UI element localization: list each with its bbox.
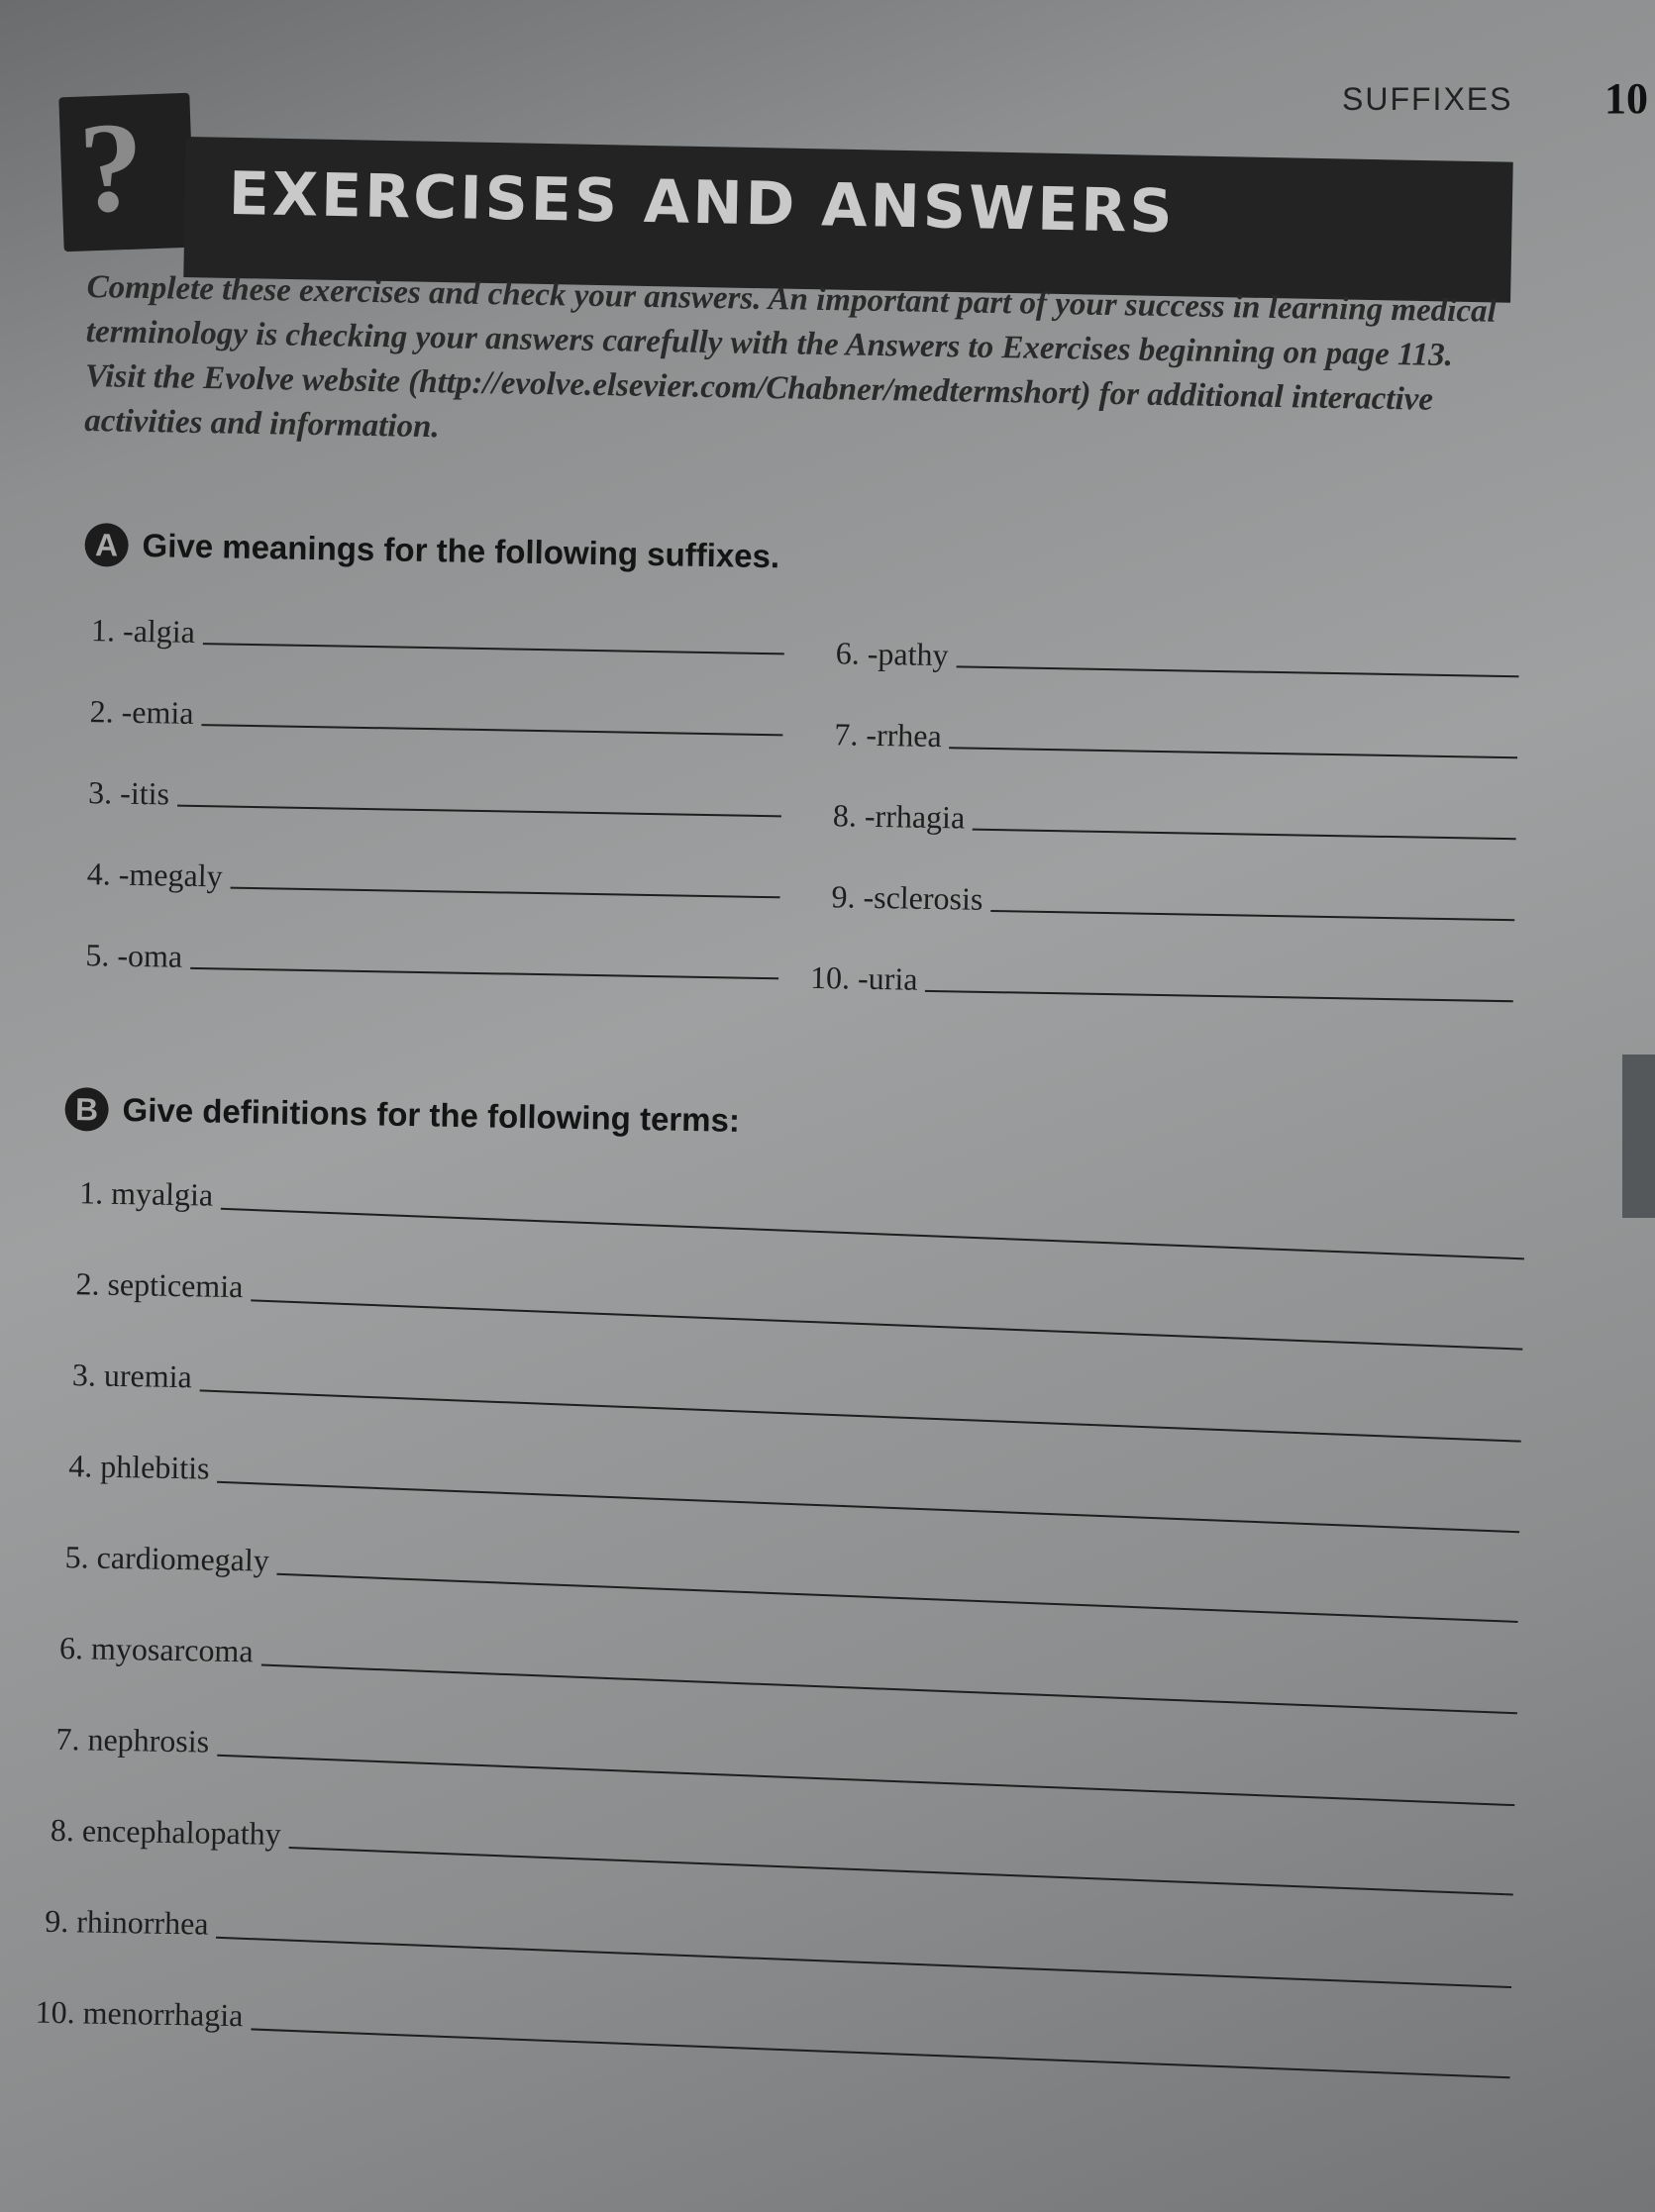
- suffix-item-3: [88, 774, 782, 823]
- question-mark-glyph: ?: [76, 95, 147, 241]
- term-label: 6. myosarcoma: [58, 1629, 254, 1669]
- suffix-label: 5. -oma: [85, 937, 183, 974]
- term-label: 4. phlebitis: [68, 1448, 210, 1486]
- suffix-label: 4. -megaly: [86, 855, 223, 894]
- term-item-7: [55, 1721, 1515, 1783]
- suffix-item-5: [85, 937, 779, 985]
- suffix-item-8: [833, 797, 1517, 846]
- answer-blank[interactable]: [190, 967, 778, 979]
- definition-blank[interactable]: [216, 1937, 1511, 1988]
- suffix-item-2: [89, 693, 783, 742]
- answer-blank[interactable]: [950, 747, 1518, 758]
- page-number: 10: [1604, 74, 1648, 123]
- term-item-10: [35, 1994, 1510, 2057]
- definition-blank[interactable]: [260, 1664, 1516, 1715]
- term-label: 10. menorrhagia: [35, 1993, 244, 2034]
- suffix-label: 3. -itis: [87, 774, 170, 812]
- term-item-5: [64, 1539, 1518, 1601]
- suffix-label: 8. -rrhagia: [832, 797, 966, 836]
- answer-blank[interactable]: [925, 990, 1513, 1002]
- term-label: 1. myalgia: [78, 1174, 214, 1213]
- term-label: 2. septicemia: [75, 1265, 244, 1305]
- suffix-item-1: [91, 612, 785, 660]
- definition-blank[interactable]: [251, 2028, 1509, 2078]
- question-mark-icon: [58, 93, 194, 252]
- suffix-label: 1. -algia: [90, 612, 196, 650]
- running-head: SUFFIXES: [1342, 81, 1513, 117]
- term-item-2: [75, 1265, 1523, 1328]
- answer-blank[interactable]: [973, 829, 1516, 841]
- term-label: 7. nephrosis: [55, 1720, 210, 1760]
- term-label: 9. rhinorrhea: [44, 1902, 209, 1942]
- term-item-4: [68, 1448, 1520, 1510]
- intro-paragraph: Complete these exercises and check your answers. An important part of your success in learning medical terminology is checking your answers carefully with the Answers to Exercises beginning on page 113. Visit the Evolve website (http://evolve.elsevier.com/Chabner/medtermshort) for additional interactive activities and information.: [83, 268, 1498, 446]
- term-item-3: [72, 1357, 1522, 1419]
- suffix-label: 9. -sclerosis: [831, 878, 983, 917]
- banner-title: EXERCISES AND ANSWERS: [228, 158, 1177, 248]
- section-b: [35, 1087, 1541, 2143]
- suffix-label: 10. -uria: [809, 958, 918, 997]
- section-b-letter-badge: B: [64, 1087, 109, 1132]
- answer-blank[interactable]: [201, 724, 782, 736]
- section-a-heading: [84, 523, 1531, 591]
- suffix-item-4: [86, 855, 780, 904]
- suffix-label: 2. -emia: [89, 693, 194, 731]
- section-b-heading-text: Give definitions for the following terms:: [122, 1091, 741, 1139]
- answer-blank[interactable]: [230, 887, 779, 899]
- section-a-letter-badge: A: [84, 523, 129, 567]
- section-a: [76, 523, 1531, 1062]
- suffix-item-9: [831, 878, 1515, 927]
- suffix-item-7: [834, 716, 1518, 764]
- answer-blank[interactable]: [203, 643, 784, 654]
- answer-blank[interactable]: [177, 805, 781, 818]
- page-edge-shadow: [1622, 1055, 1655, 1218]
- term-label: 5. cardiomegaly: [64, 1539, 270, 1578]
- term-item-1: [79, 1174, 1525, 1236]
- section-a-heading-text: Give meanings for the following suffixes.: [142, 527, 780, 575]
- definition-blank[interactable]: [217, 1755, 1514, 1806]
- definition-blank[interactable]: [217, 1481, 1519, 1534]
- term-item-9: [45, 1903, 1512, 1965]
- suffix-item-6: [835, 635, 1519, 683]
- definition-blank[interactable]: [251, 1299, 1522, 1350]
- term-item-8: [51, 1812, 1514, 1874]
- section-b-heading: [64, 1087, 1541, 1156]
- definition-blank[interactable]: [221, 1208, 1524, 1260]
- definition-blank[interactable]: [199, 1389, 1520, 1442]
- definition-blank[interactable]: [288, 1847, 1512, 1895]
- term-label: 8. encephalopathy: [50, 1811, 281, 1852]
- suffix-label: 6. -pathy: [835, 635, 949, 673]
- answer-blank[interactable]: [990, 910, 1514, 921]
- suffix-label: 7. -rrhea: [834, 716, 943, 754]
- suffix-item-10: [810, 959, 1514, 1008]
- definition-blank[interactable]: [277, 1573, 1518, 1623]
- term-label: 3. uremia: [71, 1357, 193, 1395]
- answer-blank[interactable]: [956, 665, 1518, 677]
- term-item-6: [59, 1630, 1517, 1692]
